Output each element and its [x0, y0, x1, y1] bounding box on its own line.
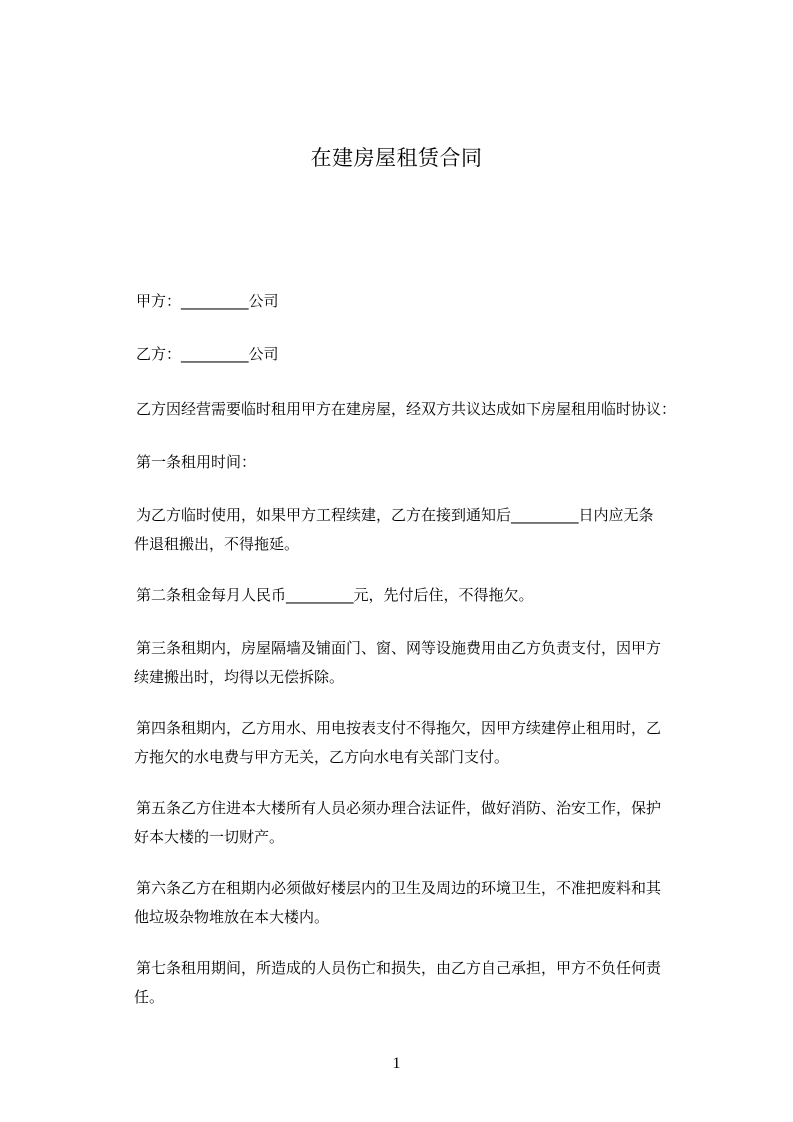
- article-3-paragraph: [136, 634, 706, 692]
- page-number: 1: [392, 1055, 401, 1072]
- article-5-line-1: 第五条乙方住进本大楼所有人员必须办理合法证件，做好消防、治安工作，保护: [136, 799, 662, 817]
- party-a-line: 甲方：_________公司: [136, 292, 279, 310]
- article-3-line-2: 续建搬出时，均得以无偿拆除。: [134, 668, 345, 686]
- party-b-line: 乙方：_________公司: [136, 345, 279, 363]
- article-6-line-1: 第六条乙方在租期内必须做好楼层内的卫生及周边的环境卫生，不准把废料和其: [136, 879, 662, 897]
- article-4-line-2: 方拖欠的水电费与甲方无关，乙方向水电有关部门支付。: [134, 748, 510, 766]
- article-3-line-1: 第三条租期内，房屋隔墙及铺面门、窗、网等设施费用由乙方负责支付，因甲方: [136, 639, 662, 657]
- article-2-paragraph: 第二条租金每月人民币_________元，先付后住，不得拖欠。: [136, 586, 534, 604]
- intro-paragraph: 乙方因经营需要临时租用甲方在建房屋，经双方共议达成如下房屋租用临时协议：: [136, 400, 677, 418]
- article-7-paragraph: [136, 954, 706, 1012]
- article-6-paragraph: [136, 874, 706, 932]
- article-4-paragraph: [136, 714, 706, 772]
- article-1-heading: 第一条租用时间：: [136, 453, 257, 471]
- document-title: 在建房屋租赁合同: [310, 146, 483, 170]
- article-5-paragraph: [136, 794, 706, 852]
- article-7-line-1: 第七条租用期间，所造成的人员伤亡和损失，由乙方自己承担，甲方不负任何责: [136, 959, 662, 977]
- article-4-line-1: 第四条租期内，乙方用水、用电按表支付不得拖欠，因甲方续建停止租用时，乙: [136, 719, 662, 737]
- article-5-line-2: 好本大楼的一切财产。: [134, 828, 285, 846]
- article-7-line-2: 任。: [134, 988, 165, 1006]
- article-6-line-2: 他垃圾杂物堆放在本大楼内。: [134, 908, 330, 926]
- article-1-paragraph: [136, 501, 706, 559]
- article-1-line-2: 件退租搬出，不得拖延。: [134, 535, 300, 553]
- article-1-line-1: 为乙方临时使用，如果甲方工程续建，乙方在接到通知后_________日内应无条: [136, 506, 654, 524]
